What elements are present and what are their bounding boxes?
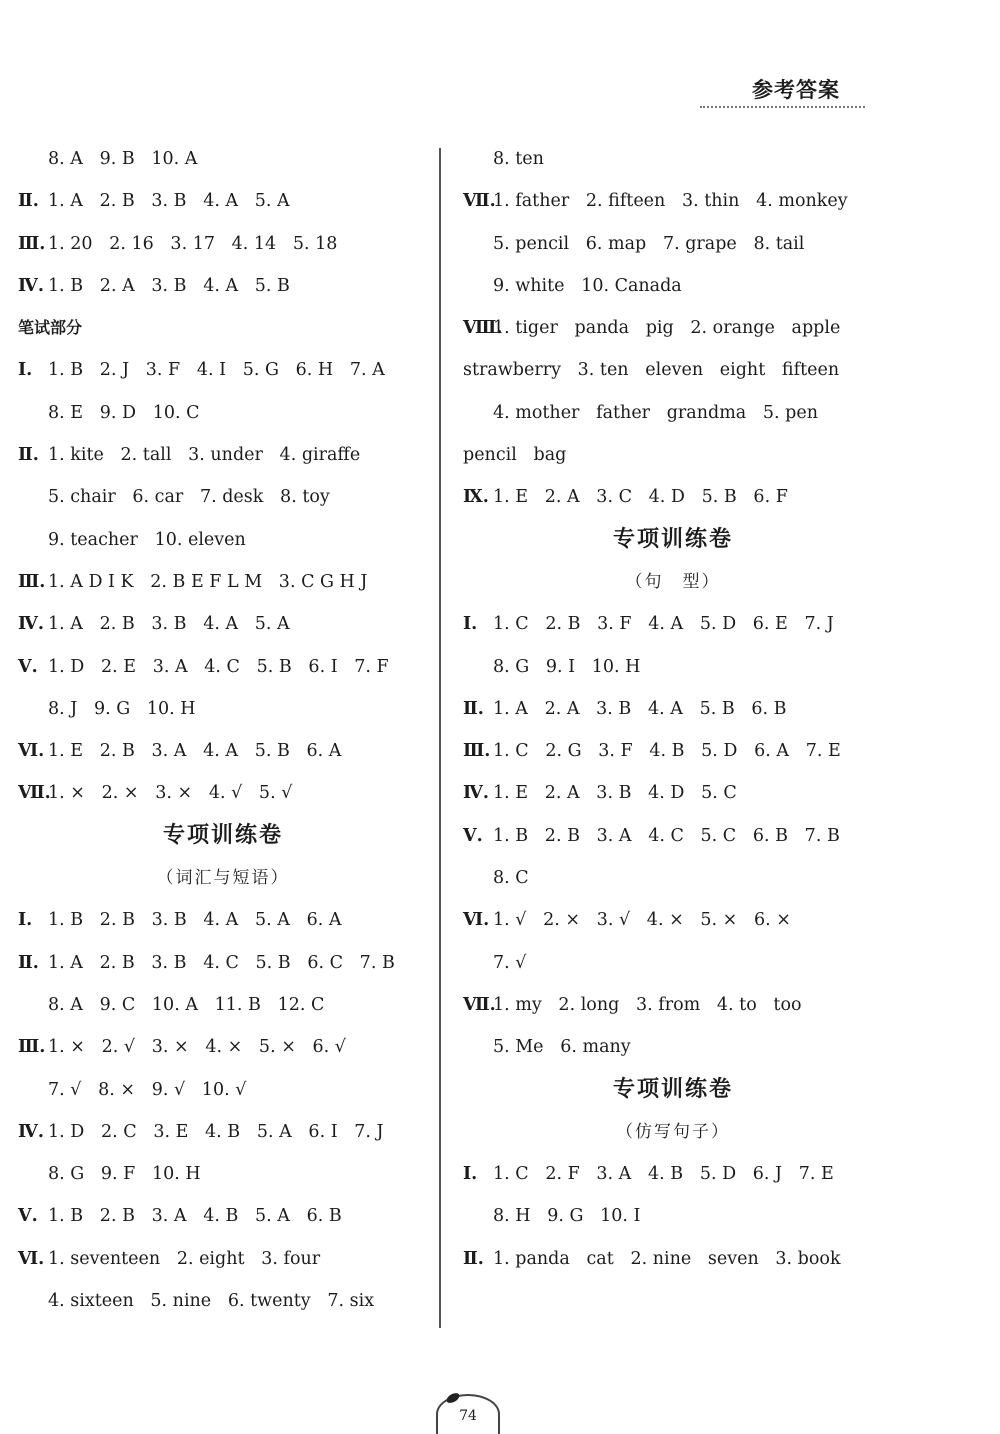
answer-line [18,1238,428,1280]
page-number: 74 [459,1408,477,1424]
answer-line [18,1153,428,1195]
section-heading: 专项训练卷 [612,1076,733,1102]
answer-text: 8. A 9. B 10. A [48,149,198,169]
answer-line [463,899,883,941]
answer-text: 4. mother father grandma 5. pen [493,402,819,423]
answer-line [463,1195,883,1237]
answer-text: 1. B 2. B 3. B 4. A 5. A 6. A [48,910,342,931]
question-number: Ⅰ. [18,910,33,931]
answer-text: strawberry 3. ten eleven eight fifteen [463,360,840,381]
answer-line [463,942,883,984]
answer-text: 1. panda cat 2. nine seven 3. book [493,1248,841,1269]
answer-line [18,265,428,307]
page-number-badge [436,1394,500,1434]
column-divider [439,148,441,1328]
answer-text: 1. D 2. C 3. E 4. B 5. A 6. I 7. J [48,1121,384,1142]
question-number: Ⅳ. [18,614,44,635]
answer-line [463,1153,883,1195]
answer-line [18,899,428,941]
answer-text: 7. √ [493,952,527,973]
answer-text: pencil bag [463,445,567,466]
answer-line [18,392,428,434]
answer-text: 1. E 2. A 3. C 4. D 5. B 6. F [493,487,788,508]
question-number: Ⅵ. [18,1248,45,1269]
answer-text: 1. D 2. E 3. A 4. C 5. B 6. I 7. F [48,656,389,677]
answer-line [463,138,883,180]
answer-text: 1. √ 2. × 3. √ 4. × 5. × 6. × [493,910,791,931]
answer-text: 1. C 2. G 3. F 4. B 5. D 6. A 7. E [493,741,841,762]
answer-text: 9. teacher 10. eleven [48,529,246,550]
answer-line [463,392,883,434]
question-number: Ⅰ. [18,360,33,381]
answer-text: 8. A 9. C 10. A 11. B 12. C [48,994,325,1015]
answer-line [18,1026,428,1068]
answer-line [463,688,883,730]
leaf-icon [445,1391,461,1405]
question-number: Ⅶ. [463,191,496,212]
question-number: Ⅴ. [463,825,483,846]
answer-line [463,984,883,1026]
header-divider [700,106,865,108]
question-number: Ⅴ. [18,656,38,677]
answer-text: 1. father 2. fifteen 3. thin 4. monkey [493,191,848,212]
answer-text: 8. J 9. G 10. H [48,698,196,719]
question-number: Ⅳ. [18,1121,44,1142]
question-number: Ⅰ. [463,1164,478,1185]
answer-text: 4. sixteen 5. nine 6. twenty 7. six [48,1291,375,1312]
answer-text: 1. A 2. B 3. B 4. A 5. A [48,191,290,212]
question-number: Ⅲ. [18,571,46,592]
section-heading: 专项训练卷 [162,822,283,848]
question-number: Ⅵ. [18,741,45,762]
answer-text: 1. tiger panda pig 2. orange apple [493,318,841,339]
answer-line [463,730,883,772]
question-number: Ⅰ. [463,614,478,635]
answer-text: 1. E 2. B 3. A 4. A 5. B 6. A [48,741,342,762]
page-header-title: 参考答案 [752,78,840,102]
answer-text: 1. A 2. B 3. B 4. C 5. B 6. C 7. B [48,952,395,973]
answer-line [18,603,428,645]
question-number: Ⅷ. [463,318,503,339]
question-number: Ⅲ. [463,741,491,762]
question-number: Ⅱ. [463,1248,484,1269]
answer-line [18,984,428,1026]
answer-text: 8. G 9. F 10. H [48,1164,201,1185]
answer-line [463,1026,883,1068]
answer-line [18,138,428,180]
answer-text: 5. chair 6. car 7. desk 8. toy [48,487,330,508]
answer-line [463,180,883,222]
question-number: Ⅶ. [18,783,51,804]
question-number: Ⅳ. [463,783,489,804]
answer-text: 1. 20 2. 16 3. 17 4. 14 5. 18 [48,233,338,254]
answer-line [463,265,883,307]
answer-line [18,180,428,222]
answer-text: 8. E 9. D 10. C [48,402,200,423]
answer-line [463,857,883,899]
question-number: Ⅳ. [18,275,44,296]
answer-text: 1. seventeen 2. eight 3. four [48,1248,321,1269]
answer-text: 1. B 2. A 3. B 4. A 5. B [48,275,290,296]
answer-text: 8. C [493,868,529,889]
answer-text: 5. pencil 6. map 7. grape 8. tail [493,233,805,254]
answer-line [463,434,883,476]
question-number: Ⅱ. [463,698,484,719]
answer-line [463,307,883,349]
answer-line [18,772,428,814]
question-number: Ⅱ. [18,445,39,466]
answer-line [463,646,883,688]
answer-line [18,688,428,730]
answer-text: 1. A 2. B 3. B 4. A 5. A [48,614,290,635]
answer-line [18,942,428,984]
answer-line [18,1195,428,1237]
part-title: 笔试部分 [18,318,83,338]
answer-line [18,223,428,265]
question-number: Ⅲ. [18,233,46,254]
answer-line [18,434,428,476]
answer-line [18,1069,428,1111]
answer-line [18,730,428,772]
answer-text: 7. √ 8. × 9. √ 10. √ [48,1079,247,1100]
section-subheading: （句 型） [625,571,721,592]
answer-line [18,561,428,603]
answer-line [18,349,428,391]
answer-text: 1. B 2. J 3. F 4. I 5. G 6. H 7. A [48,360,385,381]
answer-text: 1. B 2. B 3. A 4. C 5. C 6. B 7. B [493,825,840,846]
section-subheading: （仿写句子） [616,1121,730,1142]
answer-line [18,1111,428,1153]
answer-line [18,519,428,561]
answer-text: 1. A 2. A 3. B 4. A 5. B 6. B [493,698,787,719]
answer-line [463,349,883,391]
answer-text: 9. white 10. Canada [493,275,682,296]
answer-text: 1. × 2. × 3. × 4. √ 5. √ [48,783,293,804]
question-number: Ⅱ. [18,952,39,973]
section-subheading: （词汇与短语） [156,868,290,889]
answer-text: 1. A D I K 2. B E F L M 3. C G H J [48,571,368,592]
answer-line [463,603,883,645]
answer-text: 8. ten [493,149,544,169]
question-number: Ⅵ. [463,910,490,931]
answer-line [463,1238,883,1280]
answer-text: 1. × 2. √ 3. × 4. × 5. × 6. √ [48,1037,346,1058]
answer-line [463,476,883,518]
question-number: Ⅴ. [18,1206,38,1227]
answer-text: 1. C 2. B 3. F 4. A 5. D 6. E 7. J [493,614,834,635]
right-answer-column [463,138,883,1280]
answer-line [463,223,883,265]
question-number: Ⅱ. [18,191,39,212]
answer-line [18,476,428,518]
answer-text: 8. H 9. G 10. I [493,1206,641,1227]
answer-text: 5. Me 6. many [493,1037,631,1058]
answer-line [463,772,883,814]
answer-text: 1. C 2. F 3. A 4. B 5. D 6. J 7. E [493,1164,834,1185]
answer-text: 1. my 2. long 3. from 4. to too [493,994,802,1015]
answer-text: 1. E 2. A 3. B 4. D 5. C [493,783,737,804]
question-number: Ⅸ. [463,487,489,508]
question-number: Ⅶ. [463,994,496,1015]
question-number: Ⅲ. [18,1037,46,1058]
answer-line [463,815,883,857]
answer-text: 1. B 2. B 3. A 4. B 5. A 6. B [48,1206,342,1227]
answer-text: 1. kite 2. tall 3. under 4. giraffe [48,445,361,466]
answer-line [18,646,428,688]
section-heading: 专项训练卷 [612,526,733,552]
answer-line [18,1280,428,1322]
left-answer-column [18,138,428,1322]
answer-text: 8. G 9. I 10. H [493,656,641,677]
